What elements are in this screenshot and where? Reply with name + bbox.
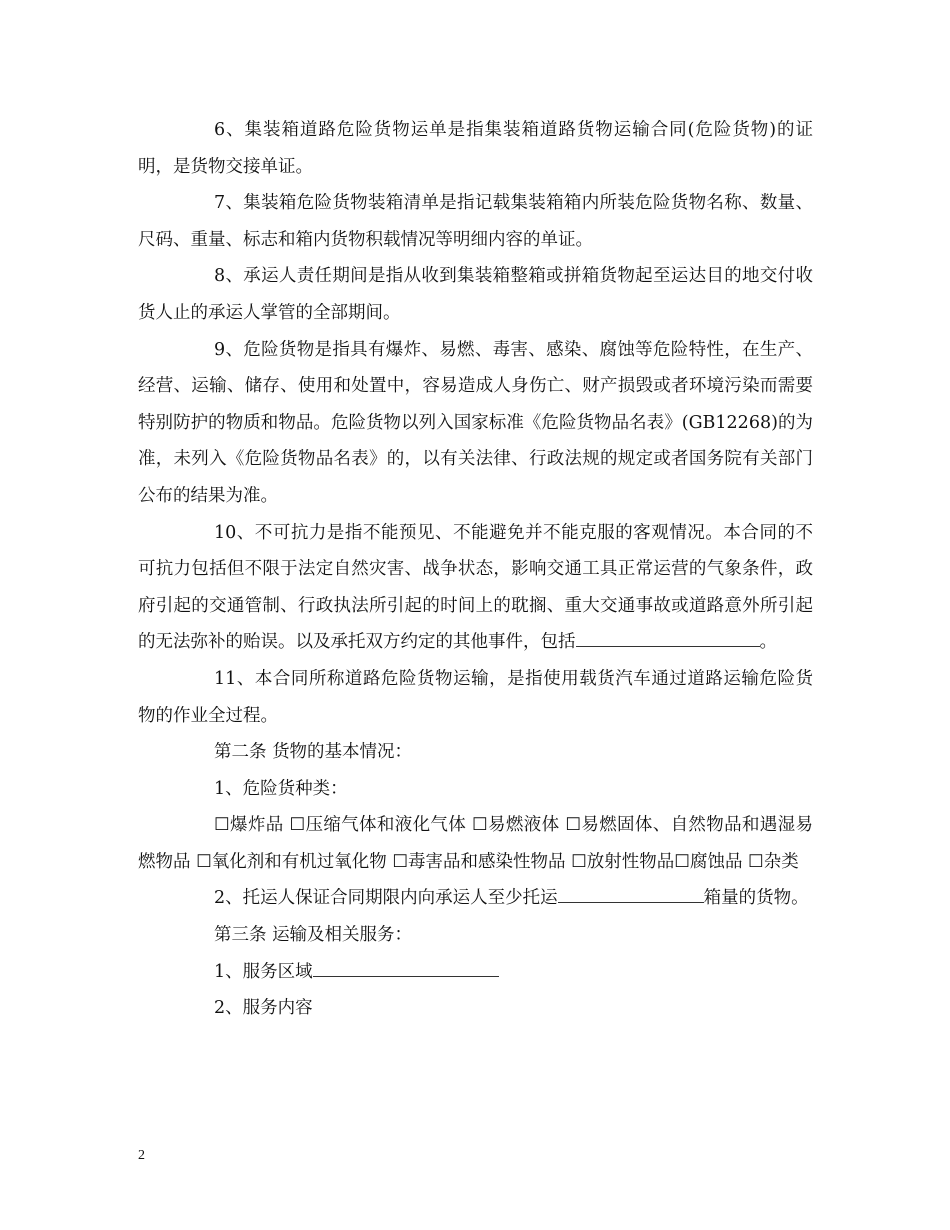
- clause-6: 6、集装箱道路危险货物运单是指集装箱道路货物运输合同(危险货物)的证明，是货物交接单证。: [138, 120, 813, 177]
- hazard-categories: ☐爆炸品 ☐压缩气体和液化气体 ☐易燃液体 ☐易燃固体、自然物品和遇湿易燃物品 ☐氧化剂和有机过氧化物 ☐毒害品和感染性物品 ☐放射性物品☐腐蚀品 ☐杂类: [138, 815, 813, 872]
- document-body: [138, 112, 813, 1027]
- clause-10-text: 10、不可抗力是指不能预见、不能避免并不能克服的客观情况。本合同的不可抗力包括但不限于法定自然灾害、战争状态，影响交通工具正常运营的气象条件，政府引起的交通管制、行政执法所引起的时间上的耽搁、重大交通事故或道路意外所引起的无法弥补的贻误。以及承托双方约定的其他事件，包括: [138, 522, 813, 653]
- blank-line: [558, 888, 704, 903]
- item-2-tail: 箱量的货物。: [703, 888, 809, 909]
- blank-line: [313, 962, 499, 977]
- clause-8: 8、承运人责任期间是指从收到集装箱整箱或拼箱货物起至运达目的地交付收货人止的承运人掌管的全部期间。: [138, 266, 813, 323]
- blank-line: [576, 632, 686, 647]
- service-area-label: 1、服务区域: [214, 961, 313, 982]
- blank-line: [686, 632, 760, 647]
- clause-7: 7、集装箱危险货物装箱清单是指记载集装箱箱内所装危险货物名称、数量、尺码、重量、标志和箱内货物积载情况等明细内容的单证。: [138, 193, 813, 250]
- article-2-title: 第二条 货物的基本情况：: [214, 742, 413, 763]
- clause-11: 11、本合同所称道路危险货物运输，是指使用载货汽车通过道路运输危险货物的作业全过程。: [138, 668, 813, 726]
- clause-10-end: 。: [759, 632, 777, 653]
- article-3-title: 第三条 运输及相关服务：: [214, 925, 413, 946]
- article-3-item-2: 2、服务内容: [214, 998, 313, 1019]
- article-2-item-2: [138, 880, 813, 917]
- item-2-text: 2、托运人保证合同期限内向承运人至少托运: [214, 888, 558, 909]
- article-2-item-1: 1、危险货种类：: [214, 778, 348, 799]
- clause-10: [138, 515, 813, 661]
- clause-9: 9、危险货物是指具有爆炸、易燃、毒害、感染、腐蚀等危险特性，在生产、经营、运输、储存、使用和处置中，容易造成人身伤亡、财产损毁或者环境污染而需要特别防护的物质和物品。危险货物以列入国家标准《危险货物品名表》(GB12268)的为准，未列入《危险货物品名表》的，以有关法律、行政法规的规定或者国务院有关部门公布的结果为准。: [138, 339, 813, 506]
- page-number: 2: [138, 1148, 145, 1163]
- article-3-item-1: [138, 954, 813, 991]
